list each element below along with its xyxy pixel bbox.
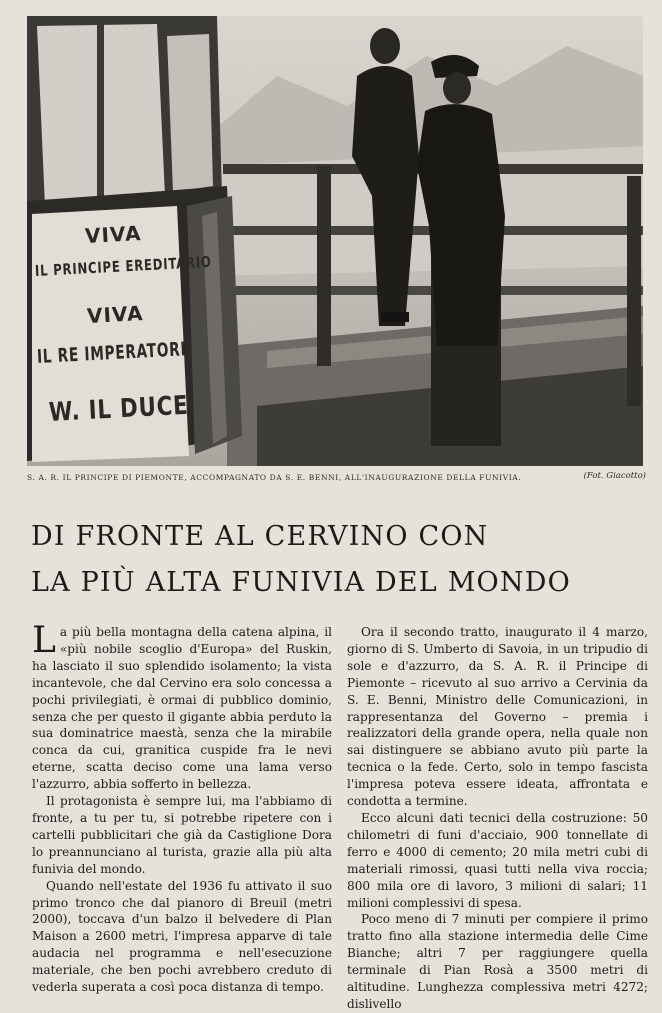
- sign-text-re-imperatore: IL RE IMPERATORE: [36, 337, 192, 368]
- paragraph: Ecco alcuni dati tecnici della costruzione: 50 chilometri di funi d'acciaio, 900 tonnellate di ferro e 4000 di cemento; 20 mila metri cubi di materiali rimossi, quasi tutti nella viva roccia; 800 mila ore di lavoro, 3 milioni di salari; 11 milioni complessivi di spesa.: [347, 810, 648, 910]
- photo-credit: (Fot. Giacotto): [583, 471, 646, 481]
- paragraph-text: a più bella montagna della catena alpina, il «più nobile scoglio d'Europa» del Ruskin, ha lasciato il suo splendido isolamento; la vista incantevole, che dal Cervino era solo concessa a pochi privilegiati, è ormai di pubblico dominio, senza che per questo il gigante abbia perduto la sua dominatrice maestà, senza che la mirabile conca da cui, granitica cuspide fra le nevi eterne, scatta deciso come una lama verso l'azzurro, abbia sofferto in bellezza.: [32, 625, 332, 792]
- article-title-line-2: LA PIÙ ALTA FUNIVIA DEL MONDO: [31, 567, 571, 598]
- left-column: [32, 620, 332, 996]
- paragraph: [32, 620, 332, 793]
- paragraph: Poco meno di 7 minuti per compiere il primo tratto fino alla stazione intermedia delle Cime Bianche; altri 7 per raggiungere quella terminale di Pian Rosà a 3500 metri di altitudine. Lunghezza complessiva metri 4272; dislivello: [347, 912, 648, 1011]
- paragraph: Ora il secondo tratto, inaugurato il 4 marzo, giorno di S. Umberto di Savoia, in un tripudio di sole e d'azzurro, da S. A. R. il Principe di Piemonte – ricevuto al suo arrivo a Cervinia da S. E. Benni, Ministro delle Comunicazioni, in rappresentanza del Governo – premia i realizzatori della grande opera, nella quale non sai distinguere se abbiano avuto più parte la tecnica o la fede. Certo, solo in tempo fascista l'impresa poteva essere ideata, affrontata e condotta a termine.: [347, 625, 648, 809]
- inauguration-photo: [27, 16, 643, 466]
- photo-caption: S. A. R. IL PRINCIPE DI PIEMONTE, ACCOMPAGNATO DA S. E. BENNI, ALL'INAUGURAZIONE DELLA FUNIVIA.: [27, 473, 522, 482]
- drop-cap: L: [32, 620, 56, 661]
- right-column: [347, 624, 648, 1013]
- sign-text-duce: W. IL DUCE: [48, 390, 190, 428]
- article-title-line-1: DI FRONTE AL CERVINO CON: [31, 521, 489, 552]
- paragraph: Quando nell'estate del 1936 fu attivato il suo primo tronco che dal pianoro di Breuil (metri 2000), toccava d'un balzo il belvedere di Plan Maison a 2600 metri, l'impresa apparve di tale audacia nel programma e nell'esecuzione materiale, che ben pochi avrebbero creduto di vederla superata a così poca distanza di tempo.: [32, 878, 332, 995]
- paragraph: Il protagonista è sempre lui, ma l'abbiamo di fronte, a tu per tu, si potrebbe ripetere con i cartelli pubblicitari che già da Castiglione Dora lo preannunciano al turista, grazie alla più alta funivia del mondo.: [32, 794, 332, 876]
- sign-text-viva-2: VIVA: [86, 301, 145, 328]
- sign-text-principe: IL PRINCIPE EREDITARIO: [34, 252, 213, 280]
- sign-text-viva-1: VIVA: [84, 221, 143, 248]
